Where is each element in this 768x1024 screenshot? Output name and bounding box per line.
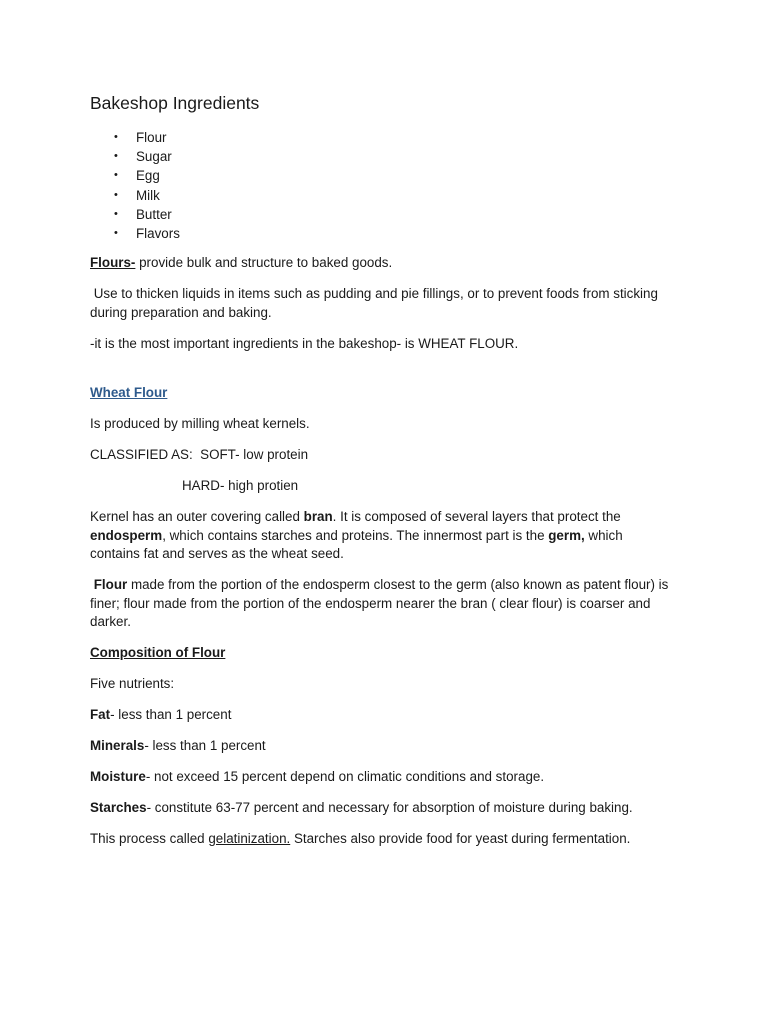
kernel-text-4: which contains fat and serves as the wheat seed. [90, 527, 623, 562]
ingredient-label: Flour [136, 130, 167, 145]
ingredient-label: Sugar [136, 149, 172, 165]
flours-paragraph [90, 254, 670, 273]
nutrient-term: Minerals [90, 738, 145, 754]
classified-hard-paragraph: HARD- high protien [182, 478, 299, 494]
produced-paragraph: Is produced by milling wheat kernels. [90, 416, 310, 432]
ingredient-label: Milk [136, 187, 160, 203]
document-content [90, 92, 670, 861]
nutrient-starches [90, 799, 670, 818]
flours-text: provide bulk and structure to baked goods. [135, 255, 393, 271]
list-item [90, 224, 670, 243]
composition-heading-paragraph [90, 644, 670, 663]
process-text-2: Starches also provide food for yeast during fermentation. [290, 831, 631, 847]
nutrient-text: - constitute 63-77 percent and necessary for absorption of moisture during baking. [146, 800, 633, 816]
nutrient-text: - less than 1 percent [144, 738, 266, 754]
gelatinization-term: gelatinization. [208, 831, 291, 847]
nutrient-fat [90, 706, 670, 725]
list-item [90, 205, 670, 224]
nutrient-term: Moisture [90, 769, 146, 785]
kernel-paragraph [90, 508, 670, 564]
flour-term: Flour [93, 577, 128, 593]
endosperm-term: endosperm [90, 527, 163, 543]
page-title: Bakeshop Ingredients [90, 93, 260, 113]
bullet-icon: • [114, 150, 118, 163]
nutrient-moisture [90, 768, 670, 787]
process-paragraph [90, 830, 670, 849]
germ-term: germ, [548, 527, 585, 543]
list-item [90, 186, 670, 205]
classified-soft-paragraph: CLASSIFIED AS: SOFT- low protein [90, 447, 309, 463]
flour-text: made from the portion of the endosperm closest to the germ (also known as patent flour) is finer; flour made from the portion of the endosperm nearer the bran ( clear flour) is coarser and darker. [90, 577, 669, 630]
nutrient-text: - less than 1 percent [110, 707, 232, 723]
ingredient-label: Flavors [136, 225, 180, 241]
flours-term: Flours- [90, 255, 136, 271]
wheat-flour-heading-paragraph [90, 384, 670, 403]
nutrient-term: Starches [90, 800, 147, 816]
flour-paragraph [90, 576, 670, 632]
nutrient-text: - not exceed 15 percent depend on climatic conditions and storage. [145, 769, 545, 785]
bran-term: bran [303, 509, 333, 525]
bullet-icon: • [114, 131, 118, 143]
kernel-text-3: , which contains starches and proteins. The innermost part is the [162, 527, 549, 543]
thicken-paragraph: Use to thicken liquids in items such as pudding and pie fillings, or to prevent foods from sticking during preparation and baking. [90, 286, 662, 320]
list-item [90, 128, 670, 147]
bullet-icon: • [114, 188, 118, 201]
nutrient-term: Fat [90, 707, 111, 723]
ingredient-label: Butter [136, 206, 172, 222]
bullet-icon: • [114, 226, 118, 239]
ingredient-list [90, 128, 670, 243]
bullet-icon: • [114, 207, 118, 220]
kernel-text-2: . It is composed of several layers that protect the [332, 509, 621, 525]
kernel-text-1: Kernel has an outer covering called [90, 509, 304, 525]
bullet-icon: • [114, 169, 118, 182]
important-paragraph: -it is the most important ingredients in the bakeshop- is WHEAT FLOUR. [90, 335, 519, 351]
list-item [90, 166, 670, 185]
ingredient-label: Egg [136, 168, 160, 184]
process-text-1: This process called [90, 831, 209, 847]
wheat-flour-heading: Wheat Flour [90, 385, 168, 401]
nutrient-minerals [90, 737, 670, 756]
five-nutrients-paragraph: Five nutrients: [90, 676, 175, 692]
composition-heading: Composition of Flour [90, 645, 226, 661]
list-item [90, 147, 670, 166]
